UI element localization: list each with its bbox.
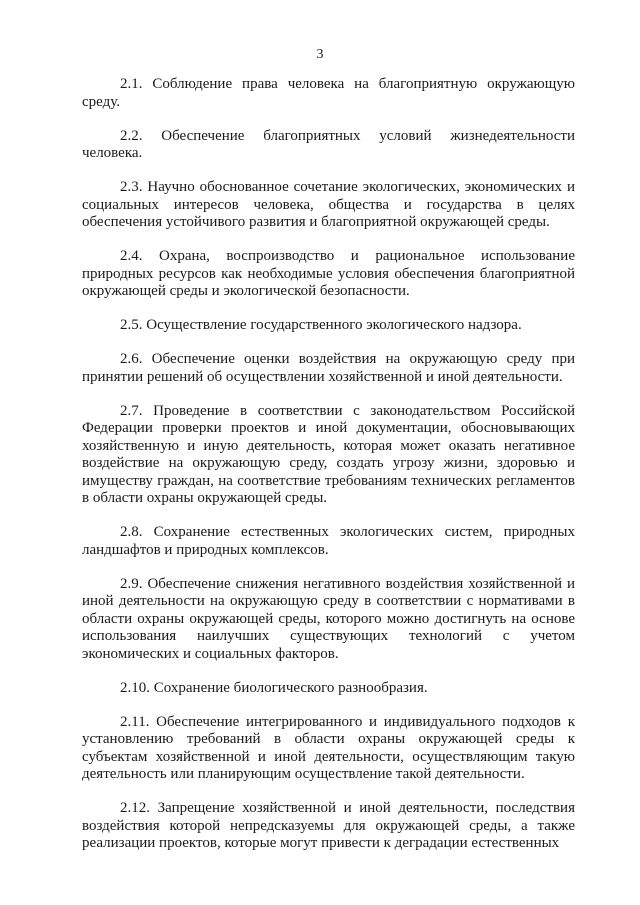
paragraph-2-5: 2.5. Осуществление государственного экологического надзора. xyxy=(120,317,522,333)
paragraph-2-12: 2.12. Запрещение хозяйственной и иной деятельности, последствия воздействия которой непредсказуемы для окружающей среды, а также реализации проектов, которые могут привести к деградации естественных xyxy=(82,800,575,851)
paragraph-2-11: 2.11. Обеспечение интегрированного и индивидуального подходов к установлению требований в области охраны окружающей среды к субъектам хозяйственной и иной деятельности, осуществляющим такую деятельность или планирующим осуществление такой деятельности. xyxy=(82,713,575,782)
paragraph-2-1: 2.1. Соблюдение права человека на благоприятную окружающую среду. xyxy=(82,76,575,110)
paragraph-2-2: 2.2. Обеспечение благоприятных условий жизнедеятельности человека. xyxy=(82,127,575,161)
paragraph-2-9: 2.9. Обеспечение снижения негативного воздействия хозяйственной и иной деятельности на окружающую среду в соответствии с нормативами в области охраны окружающей среды, которого можно достигнуть на основе использования наилучших существующих технологий с учетом экономических и социальных факторов. xyxy=(82,575,575,662)
paragraph-2-6: 2.6. Обеспечение оценки воздействия на окружающую среду при принятии решений об осуществлении хозяйственной и иной деятельности. xyxy=(82,351,575,385)
paragraph-2-10: 2.10. Сохранение биологического разнообразия. xyxy=(120,679,428,696)
paragraph-2-7: 2.7. Проведение в соответствии с законодательством Российской Федерации проверки проектов и иной документации, обосновывающих хозяйственную и иную деятельность, которая может оказать негативное воздействие на окружающую среду, создать угрозу жизни, здоровью и имуществу граждан, на соответствие требованиям технических регламентов в области охраны окружающей среды. xyxy=(82,402,575,506)
paragraph-2-3: 2.3. Научно обоснованное сочетание экологических, экономических и социальных интересов человека, общества и государства в целях обеспечения устойчивого развития и благоприятной окружающей среды. xyxy=(82,179,575,230)
document-body xyxy=(82,76,575,869)
page-number: 3 xyxy=(316,47,324,62)
paragraph-2-8: 2.8. Сохранение естественных экологических систем, природных ландшафтов и природных комплексов. xyxy=(82,524,575,558)
paragraph-2-4: 2.4. Охрана, воспроизводство и рациональное использование природных ресурсов как необходимые условия обеспечения благоприятной окружающей среды и экологической безопасности. xyxy=(82,248,575,299)
